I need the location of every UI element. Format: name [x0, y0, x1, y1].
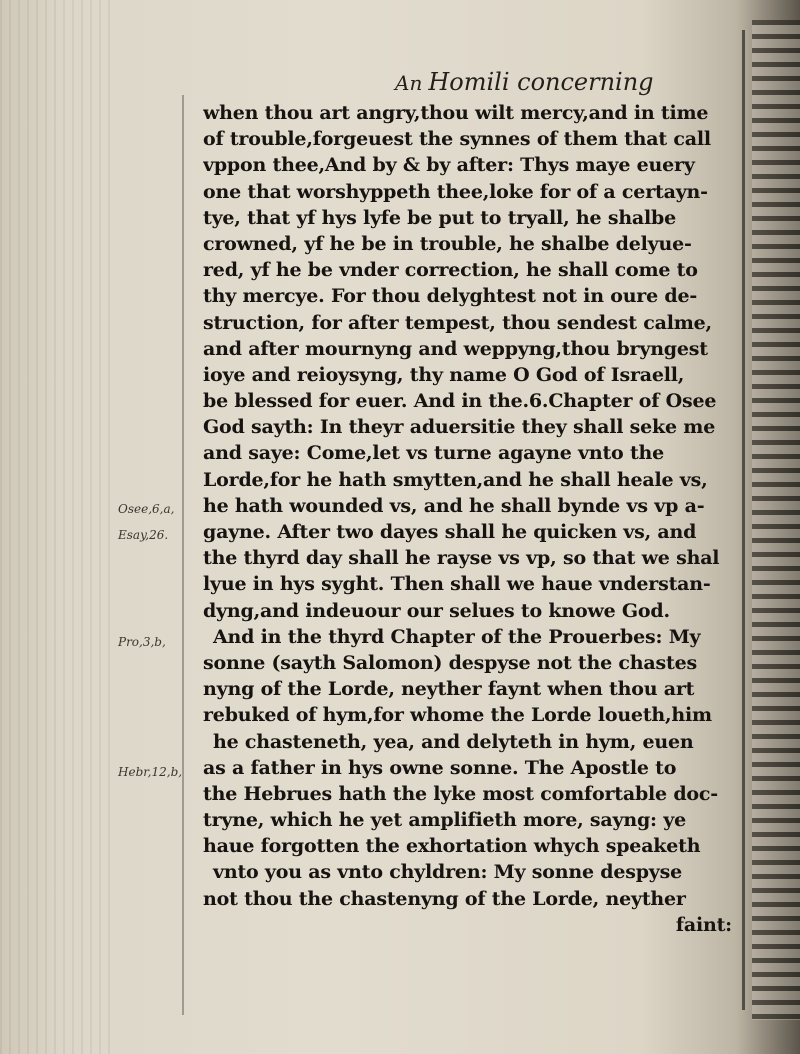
- text-line: lyue in hys syght. Then shall we haue vnderstan-: [203, 573, 711, 596]
- left-gutter-shadow: [0, 0, 110, 1054]
- text-line: of trouble,forgeuest the synnes of them that call: [203, 128, 711, 151]
- facing-page-edge: [752, 20, 800, 1020]
- text-line: crowned, yf he be in trouble, he shalbe delyue-: [203, 232, 692, 255]
- text-line: one that worshyppeth thee,loke for of a certayn-: [203, 180, 708, 203]
- text-line: Lorde,for he hath smytten,and he shall heale vs,: [203, 468, 708, 491]
- page-edge-shadow: [742, 30, 745, 1010]
- body-text: [203, 100, 738, 938]
- text-line: tryne, which he yet amplifieth more, sayng: ye: [203, 809, 687, 832]
- text-line: not thou the chastenyng of the Lorde, neyther: [203, 887, 686, 910]
- text-line: sonne (sayth Salomon) despyse not the chastes: [203, 651, 697, 674]
- text-line: God sayth: In theyr aduersitie they shall seke me: [203, 416, 716, 439]
- running-head: [395, 68, 654, 96]
- text-line: tye, that yf hys lyfe be put to tryall, he shalbe: [203, 206, 677, 229]
- text-line: struction, for after tempest, thou sendest calme,: [203, 311, 712, 334]
- text-line: And in the thyrd Chapter of the Prouerbes: My: [213, 625, 701, 648]
- text-line: as a father in hys owne sonne. The Apostle to: [203, 756, 677, 779]
- margin-note: Pro,3,b,: [118, 635, 166, 649]
- running-head-title: Homili concerning: [428, 68, 654, 96]
- text-line: dyng,and indeuour our selues to knowe God.: [203, 599, 670, 622]
- margin-note: Hebr,12,b,: [118, 765, 183, 779]
- text-line: he chasteneth, yea, and delyteth in hym, euen: [213, 730, 694, 753]
- text-line: be blessed for euer. And in the.6.Chapter of Osee: [203, 390, 717, 413]
- text-line: red, yf he be vnder correction, he shall come to: [203, 259, 698, 282]
- text-line: vnto you as vnto chyldren: My sonne despyse: [213, 861, 683, 884]
- text-line: gayne. After two dayes shall he quicken vs, and: [203, 521, 697, 543]
- text-line: rebuked of hym,for whome the Lorde loueth,him: [203, 704, 712, 727]
- text-line: and after mournyng and weppyng,thou bryngest: [203, 337, 708, 360]
- text-line: the Hebrues hath the lyke most comfortable doc-: [203, 782, 718, 805]
- text-line: the thyrd day shall he rayse vs vp, so that we shal: [203, 547, 720, 570]
- margin-note: Esay,26.: [118, 528, 169, 542]
- text-line: he hath wounded vs, and he shall bynde vs vp a-: [203, 494, 705, 517]
- text-line: thy mercye. For thou delyghtest not in oure de-: [203, 285, 698, 308]
- catchword: faint:: [675, 913, 732, 936]
- text-line: haue forgotten the exhortation whych speaketh: [203, 835, 701, 858]
- text-line: ioye and reioysyng, thy name O God of Israell,: [203, 363, 685, 386]
- text-line: nyng of the Lorde, neyther faynt when thou art: [203, 678, 695, 701]
- text-line: when thou art angry,thou wilt mercy,and in time: [203, 102, 709, 124]
- running-head-prefix: An: [395, 71, 423, 95]
- text-line: vppon thee,And by & by after: Thys maye euery: [203, 154, 695, 177]
- margin-note: Osee,6,a,: [118, 502, 175, 516]
- text-line: and saye: Come,let vs turne agayne vnto the: [203, 442, 665, 465]
- inner-margin-rule: [182, 95, 184, 1015]
